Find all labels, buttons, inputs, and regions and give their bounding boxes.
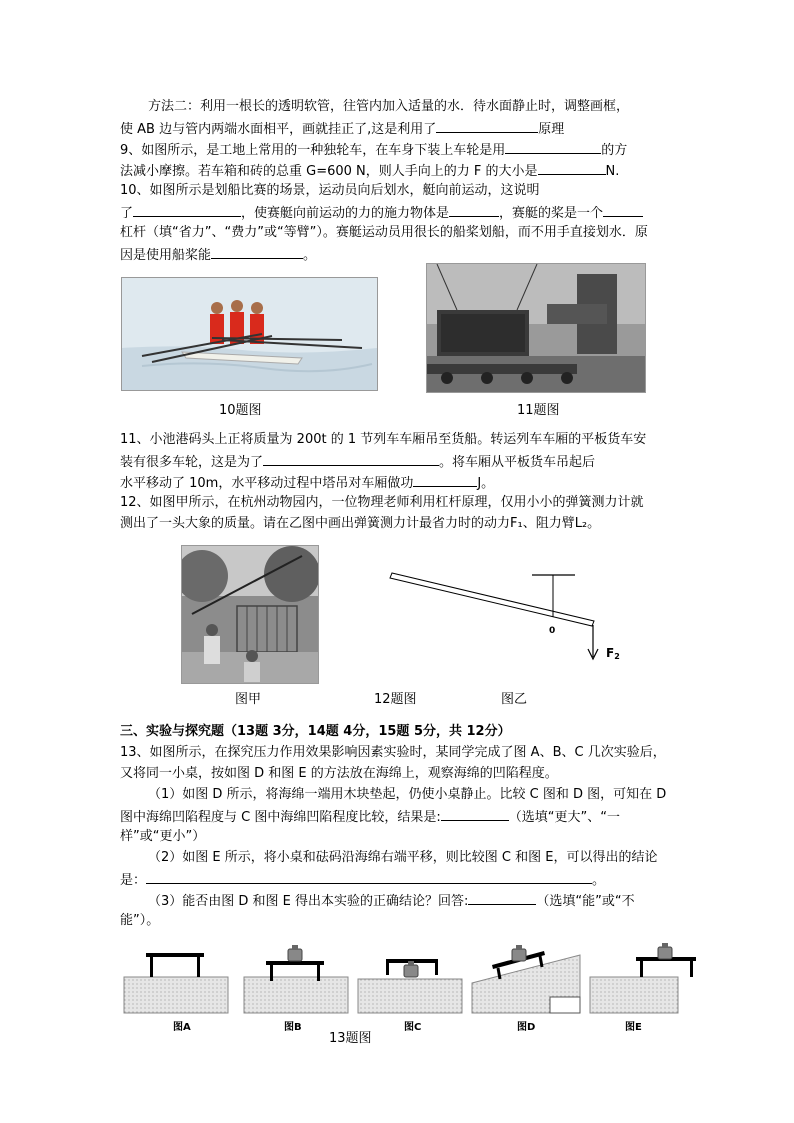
fig12-caption: 12题图 [374,692,417,707]
q11-text-b: 装有很多车轮，这是为了 [120,455,264,470]
sponge-label-d: 图D [517,1022,536,1033]
q10-line3 [120,223,680,243]
method2-line1 [148,97,708,117]
sponge-figures [120,935,700,1030]
sponge-figure-c [358,959,462,1013]
q12-line1 [120,493,680,513]
q13-p2-text-c: 。 [592,873,606,888]
sponge-label-c: 图C [404,1022,422,1033]
q13-p3-line2 [120,911,680,931]
q12-line2 [120,514,680,534]
answer-blank[interactable] [449,202,499,217]
q13-p2-line1 [148,848,708,868]
q10-text-f: 因是使用船桨能 [120,248,212,263]
q9-line1 [120,139,680,161]
crane-illustration [427,264,645,392]
sponge-figure-b [244,945,348,1013]
answer-blank[interactable] [538,160,606,175]
q13-p2-text-a: （2）如图 E 所示，将小桌和砝码沿海绵右端平移，则比较图 C 和图 E，可以得出的结论 [148,850,658,865]
q9-line2 [120,160,680,182]
method2-line2 [120,118,680,140]
q13-p1-text-c: （选填“更大”、“一 [508,810,620,825]
answer-blank[interactable] [505,139,601,154]
answer-blank[interactable] [146,869,592,884]
q13-p1-text-a: （1）如图 D 所示，将海绵一端用木块垫起，仍使小桌静止。比较 C 图和 D 图，可知在 D [148,787,667,802]
sponge-label-e: 图E [625,1022,642,1033]
lever-diagram [380,565,640,665]
q13-p1-line3 [120,827,680,847]
method2-text1: 方法二：利用一根长的透明软管，往管内加入适量的水．待水面静止时，调整画框， [148,99,630,114]
q13-line2 [120,764,680,784]
fig13-caption: 13题图 [329,1031,372,1046]
q13-line1 [120,743,680,763]
elephant-photo [181,545,319,684]
q11-text-d: 水平移动了 10m，水平移动过程中塔吊对车厢做功 [120,476,414,491]
q13-p2-line2 [120,869,680,891]
fig12a-caption: 图甲 [235,692,262,707]
answer-blank[interactable] [468,890,536,905]
q9-text-c: 法减小摩擦。若车箱和砖的总重 G=600 N，则人手向上的力 F 的大小是 [120,164,538,179]
q13-p1-line1 [148,785,708,805]
q13-p3-text-c: 能”）。 [120,913,160,928]
q10-line2 [120,202,680,224]
sponge-label-a: 图A [173,1022,191,1033]
q10-text-a: 10、如图所示是划船比赛的场景，运动员向后划水，艇向前运动，这说明 [120,183,540,198]
q13-p1-text-b: 图中海绵凹陷程度与 C 图中海绵凹陷程度比较，结果是: [120,810,441,825]
sponge-figure-a [124,953,228,1013]
answer-blank[interactable] [413,472,477,487]
q11-text-a: 11、小池港码头上正将质量为 200t 的 1 节列车车厢吊至货船。转运列车车厢的平板货车安 [120,432,647,447]
fig11-caption: 11题图 [517,403,560,418]
sponge-figure-d [472,945,580,1013]
q11-line2 [120,451,680,473]
elephant-illustration [182,546,318,683]
sponge-label-b: 图B [284,1022,302,1033]
answer-blank[interactable] [263,451,439,466]
pivot-label: 0 [549,626,556,636]
force-label: F2 [606,646,620,661]
q11-line3 [120,472,680,494]
q10-text-c: ，使赛艇向前运动的力的施力物体是 [241,206,450,221]
q9-text-b: 的方 [601,143,628,158]
q13-p3-text-b: （选填“能”或“不 [536,894,635,909]
q10-text-b: 了 [120,206,134,221]
q13-text-b: 又将同一小桌，按如图 D 和图 E 的方法放在海绵上，观察海绵的凹陷程度。 [120,766,558,781]
rowing-illustration [122,278,377,390]
q9-text-d: N. [605,164,620,179]
q13-p1-text-d: 样”或“更小”） [120,829,206,844]
method2-text3: 原理 [538,122,565,137]
method2-text2: 使 AB 边与管内两端水面相平，画就挂正了,这是利用了 [120,122,437,137]
answer-blank[interactable] [133,202,241,217]
q10-text-e: 杠杆（填“省力”、“费力”或“等臂”）。赛艇运动员用很长的船桨划船，而不用手直接划水．原 [120,225,648,240]
q9-text-a: 9、如图所示，是工地上常用的一种独轮车，在车身下装上车轮是用 [120,143,506,158]
crane-photo [426,263,646,393]
sponge-figure-e [590,943,696,1013]
q13-text-a: 13、如图所示，在探究压力作用效果影响因素实验时，某同学完成了图 A、B、C 几次实验后， [120,745,666,760]
answer-blank[interactable] [211,244,303,259]
q10-text-d: ，赛艇的桨是一个 [499,206,604,221]
q11-line1 [120,430,680,450]
q13-p1-line2 [120,806,680,828]
section3-title: 三、实验与探究题（13题 3分，14题 4分，15题 5分，共 12分） [120,724,511,739]
q10-text-g: 。 [303,248,317,263]
q12-text-a: 12、如图甲所示，在杭州动物园内，一位物理老师利用杠杆原理，仅用小小的弹簧测力计就 [120,495,644,510]
q13-p2-text-b: 是： [120,873,147,888]
rowing-photo [121,277,378,391]
q10-line1 [120,181,680,201]
q11-text-e: J。 [477,476,495,491]
answer-blank[interactable] [441,806,509,821]
q11-text-c: 。将车厢从平板货车吊起后 [439,455,596,470]
lever-rod [390,573,594,626]
answer-blank[interactable] [603,202,643,217]
answer-blank[interactable] [436,118,538,133]
fig12b-caption: 图乙 [501,692,528,707]
q12-text-b: 测出了一头大象的质量。请在乙图中画出弹簧测力计最省力时的动力F₁、阻力臂L₂。 [120,516,601,531]
q13-p3-text-a: （3）能否由图 D 和图 E 得出本实验的正确结论？回答: [148,894,469,909]
fig10-caption: 10题图 [219,403,262,418]
q13-p3-line1 [148,890,708,912]
